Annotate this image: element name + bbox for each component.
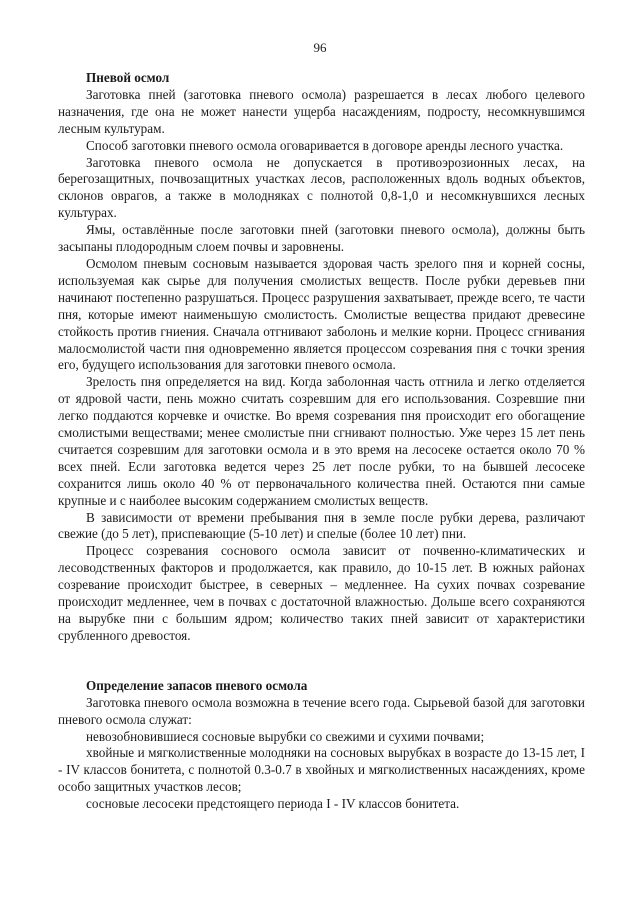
paragraph: Осмолом пневым сосновым называется здоровая часть зрелого пня и корней сосны, используемая как сырье для получения смолистых веществ. После рубки деревьев пни начинают постепенно разрушаться. Процесс разрушения захватывает, прежде всего, те части пня, которые имеют наименьшую смолистость. Смолистые вещества придают древесине стойкость против гниения. Сначала отгнивают заболонь и мелкие корни. Процесс сгнивания малосмолистой части пня одновременно является процессом созревания пня с точки зрения его, будущего использования для заготовки пневого осмола. bbox=[58, 255, 585, 373]
section-heading-reserves: Определение запасов пневого осмола bbox=[86, 677, 308, 693]
paragraph: В зависимости от времени пребывания пня в земле после рубки дерева, различают свежие (до 5 лет), приспевающие (5-10 лет) и спелые (более 10 лет) пни. bbox=[58, 509, 585, 542]
paragraph: Способ заготовки пневого осмола оговаривается в договоре аренды лесного участка. bbox=[86, 137, 564, 153]
paragraph: Заготовка пневого осмола не допускается в противоэрозионных лесах, на берегозащитных, почвозащитных участках лесов, расположенных вдоль водных объектов, склонов оврагов, а также в молодняках с полнотой 0,8-1,0 и несомкнувшихся лесных культурах. bbox=[58, 154, 585, 221]
list-item: невозобновившиеся сосновые вырубки со свежими и сухими почвами; bbox=[86, 728, 485, 744]
section-heading-stump-resin: Пневой осмол bbox=[86, 70, 170, 85]
list-item: хвойные и мягколиственные молодняки на сосновых вырубках в возрасте до 13-15 лет, I - IV классов бонитета, с полнотой 0.3-0.7 в хвойных и мягколиственных насаждениях, кроме особо защитных участков лесов; bbox=[58, 745, 585, 795]
paragraph: Зрелость пня определяется на вид. Когда заболонная часть отгнила и легко отделяется от ядровой части, пень можно считать созревшим для его использования. Созревшие пни легко поддаются корчевке и очистке. Во время созревания пня происходит его обогащение смолистыми веществами; менее смолистые пни сгнивают полностью. Уже через 15 лет пень считается созревшим для заготовки осмола и в это время на лесосеке остается около 70 % всех пней. Если заготовка ведется через 25 лет после рубки, то на бывшей лесосеке сохранится лишь около 40 % от первоначального количества пней. Остаются пни самые крупные и с наиболее высоким содержанием смолистых веществ. bbox=[58, 374, 585, 508]
paragraph: Заготовка пней (заготовка пневого осмола) разрешается в лесах любого целевого назначения, где она не может нанести ущерба насаждениям, подросту, несомкнувшимся лесным культурам. bbox=[58, 86, 585, 136]
page-content bbox=[58, 70, 585, 813]
paragraph: Ямы, оставлённые после заготовки пней (заготовки пневого осмола), должны быть засыпаны плодородным слоем почвы и заровнены. bbox=[58, 222, 585, 255]
paragraph: Процесс созревания соснового осмола зависит от почвенно-климатических и лесоводственных факторов и продолжается, как правило, до 10-15 лет. В южных районах созревание происходит быстрее, в северных – медленнее. На сухих почвах созревание происходит медленнее, чем в почвах с достаточной влажностью. Дольше всего сохраняются на вырубке пни с большим ядром; количество таких пней зависит от характеристики срубленного древостоя. bbox=[58, 543, 585, 643]
list-item: сосновые лесосеки предстоящего периода I - IV классов бонитета. bbox=[86, 796, 460, 812]
page-number: 96 bbox=[313, 40, 327, 55]
paragraph: Заготовка пневого осмола возможна в течение всего года. Сырьевой базой для заготовки пневого осмола служат: bbox=[58, 694, 585, 727]
